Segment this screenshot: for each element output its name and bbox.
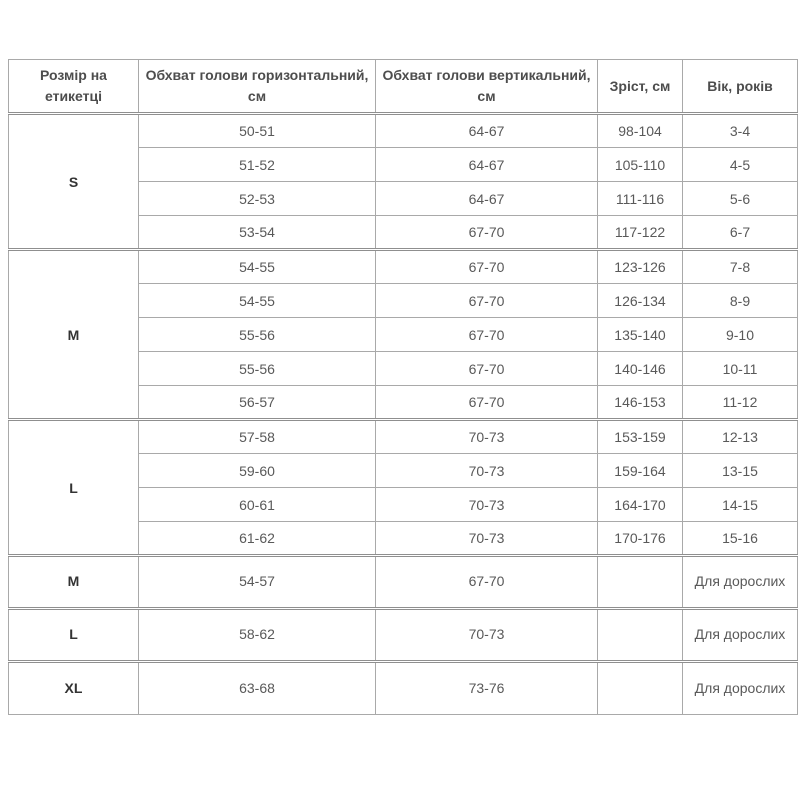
table-cell: 57-58 (139, 420, 376, 454)
table-cell: 146-153 (598, 386, 683, 420)
table-header (9, 60, 798, 114)
table-cell: 50-51 (139, 114, 376, 148)
table-cell: 170-176 (598, 522, 683, 556)
table-cell: 153-159 (598, 420, 683, 454)
table-cell: 67-70 (376, 386, 598, 420)
table-cell: 70-73 (376, 488, 598, 522)
table-cell: 56-57 (139, 386, 376, 420)
table-cell: 135-140 (598, 318, 683, 352)
table-cell (598, 556, 683, 609)
size-label: L (9, 420, 139, 556)
table-cell: 8-9 (683, 284, 798, 318)
table-cell: 98-104 (598, 114, 683, 148)
size-chart-table (8, 59, 798, 715)
table-cell: 52-53 (139, 182, 376, 216)
table-cell: 67-70 (376, 250, 598, 284)
table-cell: 54-57 (139, 556, 376, 609)
table-cell: 53-54 (139, 216, 376, 250)
table-cell: 63-68 (139, 662, 376, 715)
column-header-0: Розмір на етикетці (9, 60, 139, 114)
table-cell (598, 609, 683, 662)
size-label: S (9, 114, 139, 250)
table-cell: 67-70 (376, 284, 598, 318)
table-cell: 123-126 (598, 250, 683, 284)
size-group-M (9, 250, 798, 420)
table-cell: 64-67 (376, 148, 598, 182)
table-cell: Для дорослих (683, 556, 798, 609)
table-cell: 126-134 (598, 284, 683, 318)
table-cell: 11-12 (683, 386, 798, 420)
adult-row-XL (9, 662, 798, 715)
table-cell: 117-122 (598, 216, 683, 250)
table-header-row (9, 60, 798, 114)
size-group-L (9, 420, 798, 556)
table-cell: 7-8 (683, 250, 798, 284)
table-cell: 70-73 (376, 454, 598, 488)
size-label: XL (9, 662, 139, 715)
table-cell: 60-61 (139, 488, 376, 522)
table-cell: 51-52 (139, 148, 376, 182)
table-cell: Для дорослих (683, 662, 798, 715)
size-label: L (9, 609, 139, 662)
table-cell: 59-60 (139, 454, 376, 488)
size-label: M (9, 556, 139, 609)
table-cell: 111-116 (598, 182, 683, 216)
table-cell: 67-70 (376, 318, 598, 352)
table-cell: 54-55 (139, 250, 376, 284)
table-row (9, 114, 798, 148)
table-cell: 105-110 (598, 148, 683, 182)
table-cell: 54-55 (139, 284, 376, 318)
table-row (9, 250, 798, 284)
table-cell: 14-15 (683, 488, 798, 522)
table-cell: 70-73 (376, 522, 598, 556)
table-cell: 13-15 (683, 454, 798, 488)
table-cell: 64-67 (376, 114, 598, 148)
table-cell: 4-5 (683, 148, 798, 182)
table-cell: 55-56 (139, 352, 376, 386)
table-row (9, 420, 798, 454)
table-row (9, 662, 798, 715)
column-header-3: Зріст, см (598, 60, 683, 114)
table-cell: 64-67 (376, 182, 598, 216)
table-cell: 70-73 (376, 420, 598, 454)
table-cell: 10-11 (683, 352, 798, 386)
table-cell: 55-56 (139, 318, 376, 352)
table-cell: 9-10 (683, 318, 798, 352)
table-cell (598, 662, 683, 715)
table-cell: 6-7 (683, 216, 798, 250)
column-header-2: Обхват голови вертикальний, см (376, 60, 598, 114)
table-row (9, 609, 798, 662)
table-cell: 73-76 (376, 662, 598, 715)
table-cell: 67-70 (376, 216, 598, 250)
adult-row-M (9, 556, 798, 609)
table-row (9, 556, 798, 609)
adult-row-L (9, 609, 798, 662)
table-cell: 67-70 (376, 556, 598, 609)
column-header-4: Вік, років (683, 60, 798, 114)
size-label: M (9, 250, 139, 420)
table-cell: 58-62 (139, 609, 376, 662)
table-cell: 61-62 (139, 522, 376, 556)
column-header-1: Обхват голови горизонтальний, см (139, 60, 376, 114)
size-group-S (9, 114, 798, 250)
table-cell: 70-73 (376, 609, 598, 662)
table-cell: 5-6 (683, 182, 798, 216)
table-cell: 140-146 (598, 352, 683, 386)
table-cell: 67-70 (376, 352, 598, 386)
table-cell: Для дорослих (683, 609, 798, 662)
table-cell: 159-164 (598, 454, 683, 488)
table-cell: 164-170 (598, 488, 683, 522)
table-cell: 12-13 (683, 420, 798, 454)
table-cell: 3-4 (683, 114, 798, 148)
table-cell: 15-16 (683, 522, 798, 556)
